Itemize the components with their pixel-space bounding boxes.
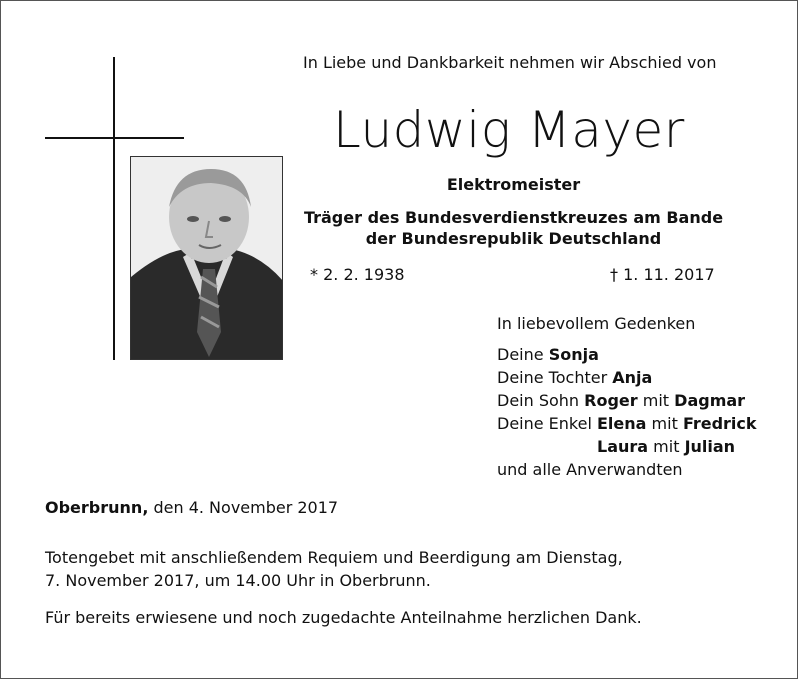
- notice-date: den 4. November 2017: [148, 498, 339, 517]
- mourner-name: Anja: [612, 368, 653, 387]
- mourner-name: Dagmar: [674, 391, 746, 410]
- honor-line-1: Träger des Bundesverdienstkreuzes am Bande: [303, 208, 724, 227]
- mourner-name: Fredrick: [682, 414, 757, 433]
- mourner-row: [597, 437, 735, 456]
- mourner-connector: mit: [637, 391, 675, 410]
- death-date: † 1. 11. 2017: [610, 265, 715, 284]
- intro-text: In Liebe und Dankbarkeit nehmen wir Abschied von: [303, 53, 717, 72]
- mourner-connector: mit: [648, 437, 685, 456]
- mourner-relatives: und alle Anverwandten: [497, 460, 683, 479]
- portrait-illustration: [131, 157, 283, 360]
- mourner-name: Sonja: [548, 345, 599, 364]
- birth-date: * 2. 2. 1938: [310, 265, 405, 284]
- mourner-name: Laura: [597, 437, 649, 456]
- honor-line-2: der Bundesrepublik Deutschland: [365, 229, 662, 248]
- service-info-line-1: Totengebet mit anschließendem Requiem und Beerdigung am Dienstag,: [45, 548, 623, 567]
- mourners-heading: In liebevollem Gedenken: [497, 314, 696, 333]
- mourner-row: [497, 368, 652, 387]
- mourner-relation: Deine Enkel: [497, 414, 597, 433]
- mourner-relation: Deine: [497, 345, 549, 364]
- portrait-photo: [130, 156, 283, 360]
- cross-vertical-bar: [113, 57, 115, 360]
- mourner-name: Elena: [597, 414, 647, 433]
- place-date-line: [45, 498, 338, 517]
- mourner-connector: mit: [646, 414, 683, 433]
- mourner-relation: Dein Sohn: [497, 391, 585, 410]
- mourner-row: [497, 345, 599, 364]
- mourner-relation: Deine Tochter: [497, 368, 613, 387]
- mourner-row: [497, 414, 757, 433]
- deceased-name: Ludwig Mayer: [333, 101, 685, 159]
- thanks-text: Für bereits erwiesene und noch zugedachte Anteilnahme herzlichen Dank.: [45, 608, 642, 627]
- mourner-name: Julian: [684, 437, 736, 456]
- service-info-line-2: 7. November 2017, um 14.00 Uhr in Oberbrunn.: [45, 571, 431, 590]
- cross-horizontal-bar: [45, 137, 184, 139]
- place-name: Oberbrunn,: [45, 498, 149, 517]
- mourner-name: Roger: [584, 391, 638, 410]
- mourner-row: [497, 391, 745, 410]
- profession: Elektromeister: [446, 175, 581, 194]
